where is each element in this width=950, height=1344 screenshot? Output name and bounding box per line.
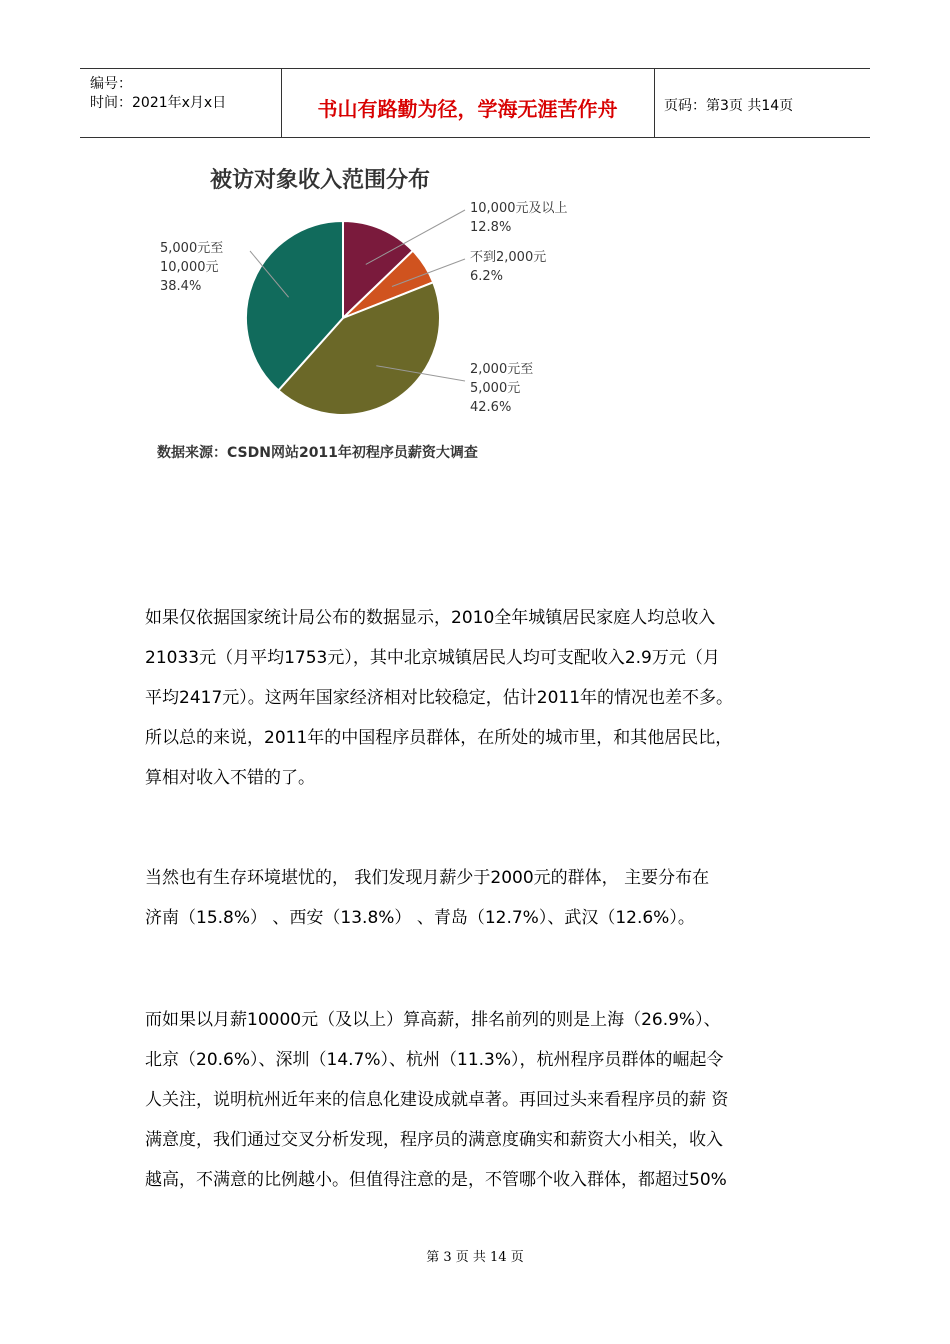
slice-label: 不到2,000元 6.2%	[470, 250, 547, 284]
paragraph-line: 所以总的来说，2011年的中国程序员群体，在所处的城市里，和其他居民比，	[145, 728, 733, 748]
paragraph-line: 济南（15.8%） 、西安（13.8%） 、青岛（12.7%）、武汉（12.6%）。	[145, 908, 695, 928]
slice-label: 2,000元至 5,000元 42.6%	[470, 362, 534, 415]
motto: 书山有路勤为径，学海无涯苦作舟	[317, 97, 618, 121]
chart-title: 被访对象收入范围分布	[210, 167, 431, 193]
paragraph-line: 满意度，我们通过交叉分析发现，程序员的满意度确实和薪资大小相关，收入	[145, 1130, 723, 1150]
paragraph-line: 越高，不满意的比例越小。但值得注意的是，不管哪个收入群体，都超过50%	[145, 1170, 727, 1190]
slice-label: 5,000元至 10,000元 38.4%	[160, 241, 224, 294]
paragraph-line: 算相对收入不错的了。	[145, 768, 315, 788]
paragraph-line: 平均2417元）。这两年国家经济相对比较稳定，估计2011年的情况也差不多。	[145, 688, 734, 708]
paragraph-line: 21033元（月平均1753元），其中北京城镇居民人均可支配收入2.9万元（月	[145, 648, 720, 668]
header-table	[80, 68, 870, 138]
paragraph-line: 当然也有生存环境堪忧的， 我们发现月薪少于2000元的群体， 主要分布在	[145, 868, 710, 888]
paragraph-line: 北京（20.6%）、深圳（14.7%）、杭州（11.3%），杭州程序员群体的崛起令	[145, 1050, 724, 1070]
header-mid-cell	[281, 69, 655, 137]
page-info: 页码：第3页 共14页	[664, 98, 794, 114]
paragraph-3	[145, 1000, 815, 1200]
paragraph-1	[145, 598, 815, 798]
paragraph-2	[145, 858, 815, 938]
chart-source: 数据来源：CSDN网站2011年初程序员薪资大调查	[157, 445, 478, 461]
paragraph-line: 如果仅依据国家统计局公布的数据显示，2010全年城镇居民家庭人均总收入	[145, 608, 716, 628]
income-pie-chart	[140, 155, 590, 475]
slice-label: 10,000元及以上 12.8%	[470, 201, 568, 235]
header-right-cell	[654, 69, 870, 137]
paragraph-line: 人关注，说明杭州近年来的信息化建设成就卓著。再回过头来看程序员的薪 资	[145, 1090, 729, 1110]
page-footer: 第 3 页 共 14 页	[426, 1250, 524, 1265]
number-label: 编号：	[90, 76, 132, 92]
pie-chart-svg	[140, 155, 590, 455]
header-left-cell	[80, 69, 282, 137]
time-label: 时间：2021年x月x日	[90, 95, 227, 111]
paragraph-line: 而如果以月薪10000元（及以上）算高薪，排名前列的则是上海（26.9%）、	[145, 1010, 721, 1030]
